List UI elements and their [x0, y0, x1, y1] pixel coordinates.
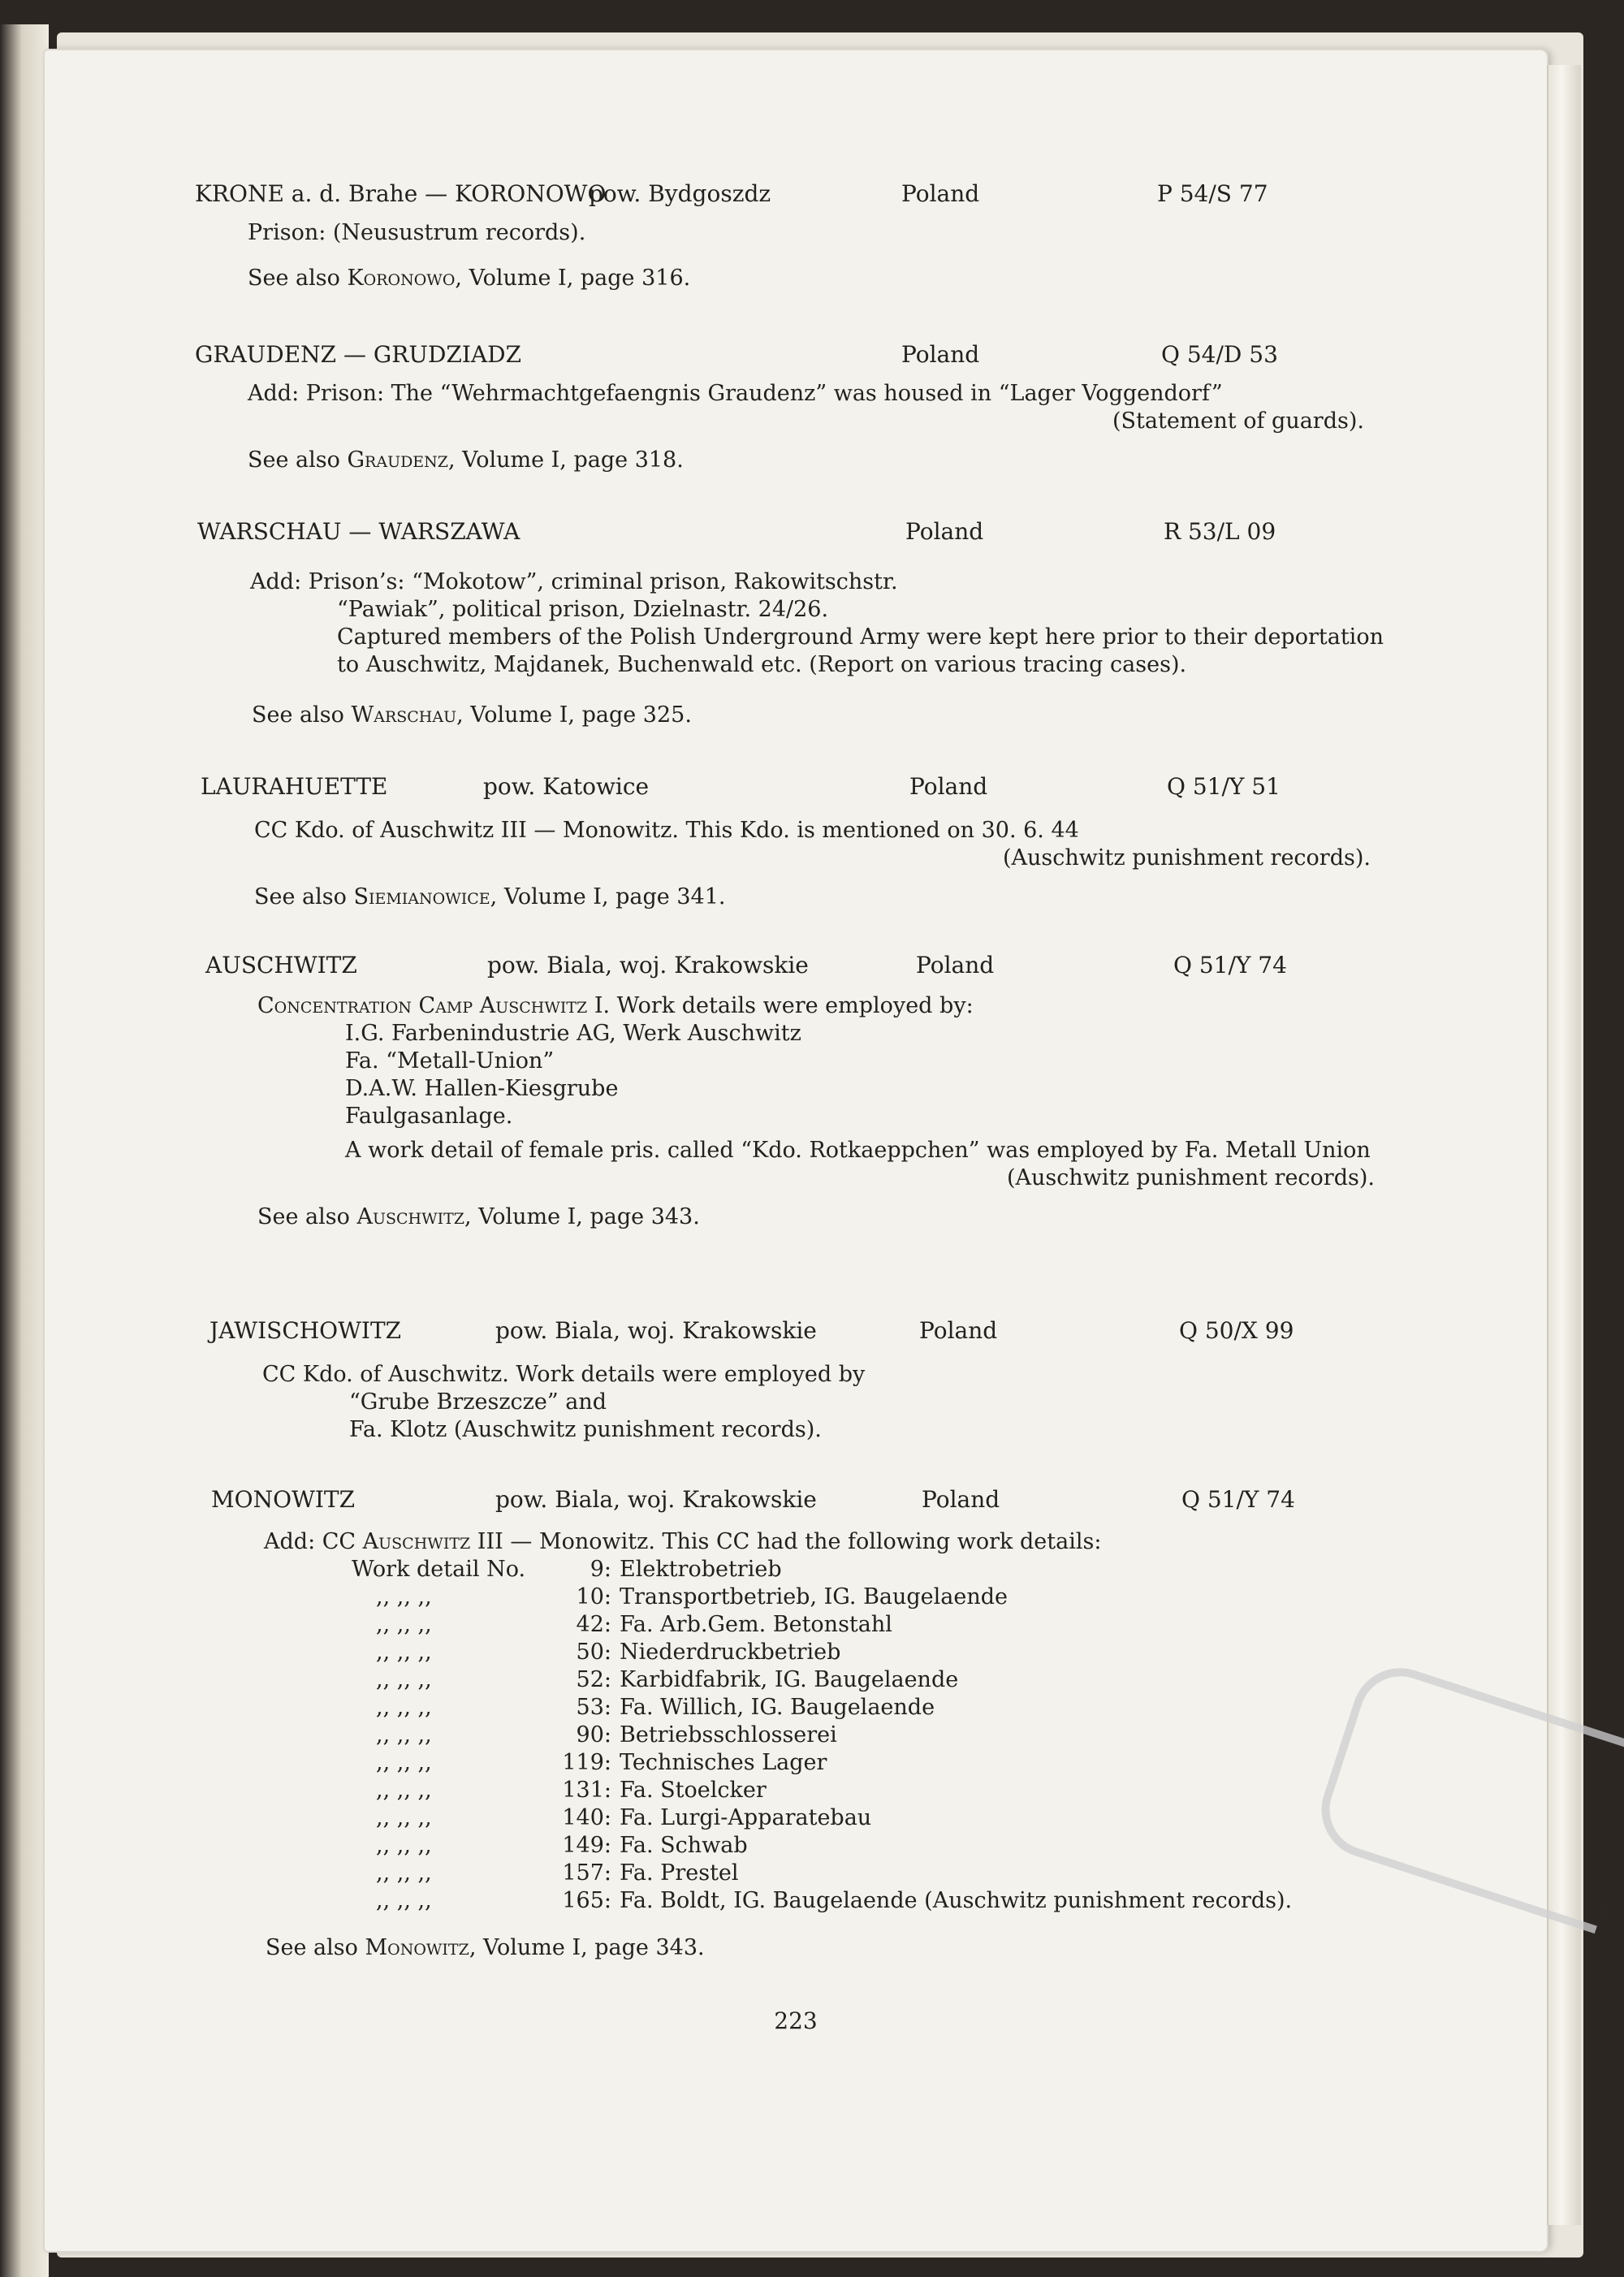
work-detail-number: 10: [576, 1584, 611, 1609]
work-detail-row [352, 1611, 892, 1639]
work-detail-row [352, 1584, 1009, 1611]
place-name: JAWISCHOWITZ [209, 1317, 402, 1344]
work-detail-number: 165: [562, 1888, 611, 1913]
entry-line: Prison: (Neusustrum records). [248, 220, 586, 245]
see-also: See also Koronowo, Volume I, page 316. [248, 266, 691, 291]
entry-line: “Grube Brzeszcze” and [349, 1389, 607, 1415]
work-detail-text: Fa. Lurgi-Apparatebau [620, 1805, 872, 1830]
entry-warschau [45, 518, 1547, 729]
see-also: See also Monowitz, Volume I, page 343. [266, 1935, 705, 1960]
country: Poland [919, 1317, 998, 1344]
adjacent-page-edge [0, 24, 49, 2277]
page-number: 223 [774, 2007, 818, 2034]
entry-graudenz [45, 341, 1547, 474]
place-name: LAURAHUETTE [201, 773, 388, 800]
district: pow. Bydgoszdz [589, 180, 771, 207]
work-detail-row [352, 1666, 959, 1694]
ditto-marks: ,, ,, ,, [376, 1612, 432, 1637]
see-also: See also Auschwitz, Volume I, page 343. [257, 1204, 700, 1229]
ditto-marks: ,, ,, ,, [376, 1584, 432, 1609]
work-detail-number: 50: [576, 1640, 611, 1665]
page-content [45, 50, 1547, 2251]
work-detail-number: 9: [590, 1557, 611, 1582]
country: Poland [916, 952, 995, 979]
place-name: AUSCHWITZ [205, 952, 357, 979]
see-also-place: Auschwitz [356, 1204, 465, 1229]
work-detail-number: 131: [562, 1778, 611, 1803]
entry-note-row [45, 845, 1547, 872]
entry-header [45, 180, 1547, 213]
ditto-marks: ,, ,, ,, [376, 1722, 432, 1748]
work-detail-text: Fa. Stoelcker [620, 1778, 767, 1803]
work-detail-row [352, 1860, 739, 1887]
camp-name: Auschwitz [362, 1529, 471, 1554]
work-detail-text: Fa. Prestel [620, 1860, 739, 1886]
work-detail-list [352, 1556, 1488, 1584]
work-detail-number: 90: [576, 1722, 611, 1748]
firm-item: Fa. “Metall-Union” [345, 1048, 555, 1074]
grid-reference: Q 54/D 53 [1161, 341, 1278, 368]
ditto-marks: ,, ,, ,, [376, 1888, 432, 1913]
work-detail-row [352, 1777, 767, 1804]
see-also: See also Graudenz, Volume I, page 318. [248, 447, 684, 473]
entry-line: “Pawiak”, political prison, Dzielnastr. 24/26. [337, 597, 829, 622]
entry-intro: Add: CC Auschwitz III — Monowitz. This CC had the following work details: [264, 1529, 1102, 1554]
entry-krone [45, 180, 1547, 292]
grid-reference: R 53/L 09 [1164, 518, 1276, 545]
work-detail-text: Niederdruckbetrieb [620, 1640, 841, 1665]
see-also-place: Siemianowice [353, 884, 490, 910]
entry-header [45, 518, 1547, 551]
grid-reference: P 54/S 77 [1157, 180, 1268, 207]
see-also-place: Graudenz [347, 447, 449, 473]
work-detail-number: 149: [562, 1833, 611, 1858]
work-detail-row [352, 1804, 872, 1832]
work-detail-number: 52: [576, 1667, 611, 1692]
work-detail-number: 42: [576, 1612, 611, 1637]
work-detail-text: Karbidfabrik, IG. Baugelaende [620, 1667, 959, 1692]
grid-reference: Q 51/Y 74 [1173, 952, 1287, 979]
entry-line: Captured members of the Polish Underground Army were kept here prior to their deportation [337, 624, 1384, 650]
work-detail-rows [352, 1584, 1488, 1915]
work-detail-row [352, 1556, 782, 1584]
camp-name: Concentration Camp Auschwitz [257, 993, 588, 1018]
entry-line: Add: Prison: The “Wehrmachtgefaengnis Graudenz” was housed in “Lager Voggendorf” [248, 381, 1223, 406]
work-detail-label: Work detail No. [352, 1557, 526, 1582]
work-detail-text: Technisches Lager [620, 1750, 827, 1775]
place-name: WARSCHAU — WARSZAWA [197, 518, 520, 545]
ditto-marks: ,, ,, ,, [376, 1778, 432, 1803]
work-detail-text: Fa. Willich, IG. Baugelaende [620, 1695, 935, 1720]
work-detail-text: Elektrobetrieb [620, 1557, 782, 1582]
document-page [45, 50, 1547, 2251]
entry-laurahuette [45, 773, 1547, 911]
work-detail-text: Fa. Schwab [620, 1833, 748, 1858]
entry-auschwitz [45, 952, 1547, 1231]
entry-note-row [45, 408, 1547, 435]
work-detail-number: 53: [576, 1695, 611, 1720]
work-detail-row [352, 1749, 827, 1777]
entry-header [45, 952, 1547, 984]
ditto-marks: ,, ,, ,, [376, 1695, 432, 1720]
entry-monowitz [45, 1486, 1547, 1962]
work-detail-number: 157: [562, 1860, 611, 1886]
work-detail-text: Betriebsschlosserei [620, 1722, 837, 1748]
district: pow. Katowice [483, 773, 650, 800]
firm-item: D.A.W. Hallen-Kiesgrube [345, 1076, 619, 1101]
entry-line: to Auschwitz, Majdanek, Buchenwald etc. (Report on various tracing cases). [337, 652, 1187, 677]
see-also-place: Koronowo [347, 266, 456, 291]
grid-reference: Q 51/Y 74 [1181, 1486, 1295, 1513]
source-note: (Auschwitz punishment records). [1003, 845, 1371, 871]
source-note: (Auschwitz punishment records). [1007, 1165, 1375, 1190]
place-name: GRAUDENZ — GRUDZIADZ [195, 341, 522, 368]
country: Poland [905, 518, 984, 545]
ditto-marks: ,, ,, ,, [376, 1750, 432, 1775]
entry-line: CC Kdo. of Auschwitz. Work details were employed by [262, 1362, 866, 1387]
country: Poland [901, 341, 980, 368]
ditto-marks: ,, ,, ,, [376, 1833, 432, 1858]
ditto-marks: ,, ,, ,, [376, 1667, 432, 1692]
district: pow. Biala, woj. Krakowskie [487, 952, 809, 979]
work-detail-row [352, 1694, 935, 1722]
entry-header [45, 773, 1547, 806]
firm-item: Faulgasanlage. [345, 1104, 513, 1129]
work-detail-row [352, 1887, 1293, 1915]
grid-reference: Q 50/X 99 [1179, 1317, 1294, 1344]
source-note: (Statement of guards). [1112, 408, 1364, 434]
work-detail-row [352, 1639, 841, 1666]
entry-line: Add: Prison’s: “Mokotow”, criminal prison, Rakowitschstr. [250, 569, 898, 594]
firm-item: I.G. Farbenindustrie AG, Werk Auschwitz [345, 1021, 801, 1046]
work-detail-row [352, 1722, 837, 1749]
work-detail-row [352, 1832, 748, 1860]
work-detail-text: Fa. Boldt, IG. Baugelaende (Auschwitz punishment records). [620, 1888, 1293, 1913]
country: Poland [901, 180, 980, 207]
see-also-place: Monowitz [365, 1935, 469, 1960]
country: Poland [922, 1486, 1000, 1513]
entry-header [45, 1317, 1547, 1350]
place-name: MONOWITZ [211, 1486, 356, 1513]
work-detail-number: 119: [562, 1750, 611, 1775]
entry-note-row [45, 1164, 1547, 1192]
ditto-marks: ,, ,, ,, [376, 1860, 432, 1886]
entry-jawischowitz [45, 1317, 1547, 1444]
district: pow. Biala, woj. Krakowskie [495, 1317, 817, 1344]
see-also: See also Warschau, Volume I, page 325. [252, 702, 692, 728]
entry-line: Fa. Klotz (Auschwitz punishment records). [349, 1417, 822, 1442]
entry-line: A work detail of female pris. called “Kdo. Rotkaeppchen” was employed by Fa. Metall Union [345, 1138, 1371, 1163]
place-name: KRONE a. d. Brahe — KORONOWO [195, 180, 607, 207]
entry-header [45, 341, 1547, 374]
see-also-place: Warschau [351, 702, 457, 728]
work-detail-text: Fa. Arb.Gem. Betonstahl [620, 1612, 892, 1637]
country: Poland [909, 773, 988, 800]
ditto-marks: ,, ,, ,, [376, 1805, 432, 1830]
work-detail-text: Transportbetrieb, IG. Baugelaende [620, 1584, 1009, 1609]
grid-reference: Q 51/Y 51 [1167, 773, 1281, 800]
see-also: See also Siemianowice, Volume I, page 341. [254, 884, 726, 910]
ditto-marks: ,, ,, ,, [376, 1640, 432, 1665]
work-detail-number: 140: [562, 1805, 611, 1830]
entry-intro: Concentration Camp Auschwitz I. Work details were employed by: [257, 993, 974, 1018]
entry-line: CC Kdo. of Auschwitz III — Monowitz. This Kdo. is mentioned on 30. 6. 44 [254, 818, 1079, 843]
district: pow. Biala, woj. Krakowskie [495, 1486, 817, 1513]
entry-header [45, 1486, 1547, 1519]
